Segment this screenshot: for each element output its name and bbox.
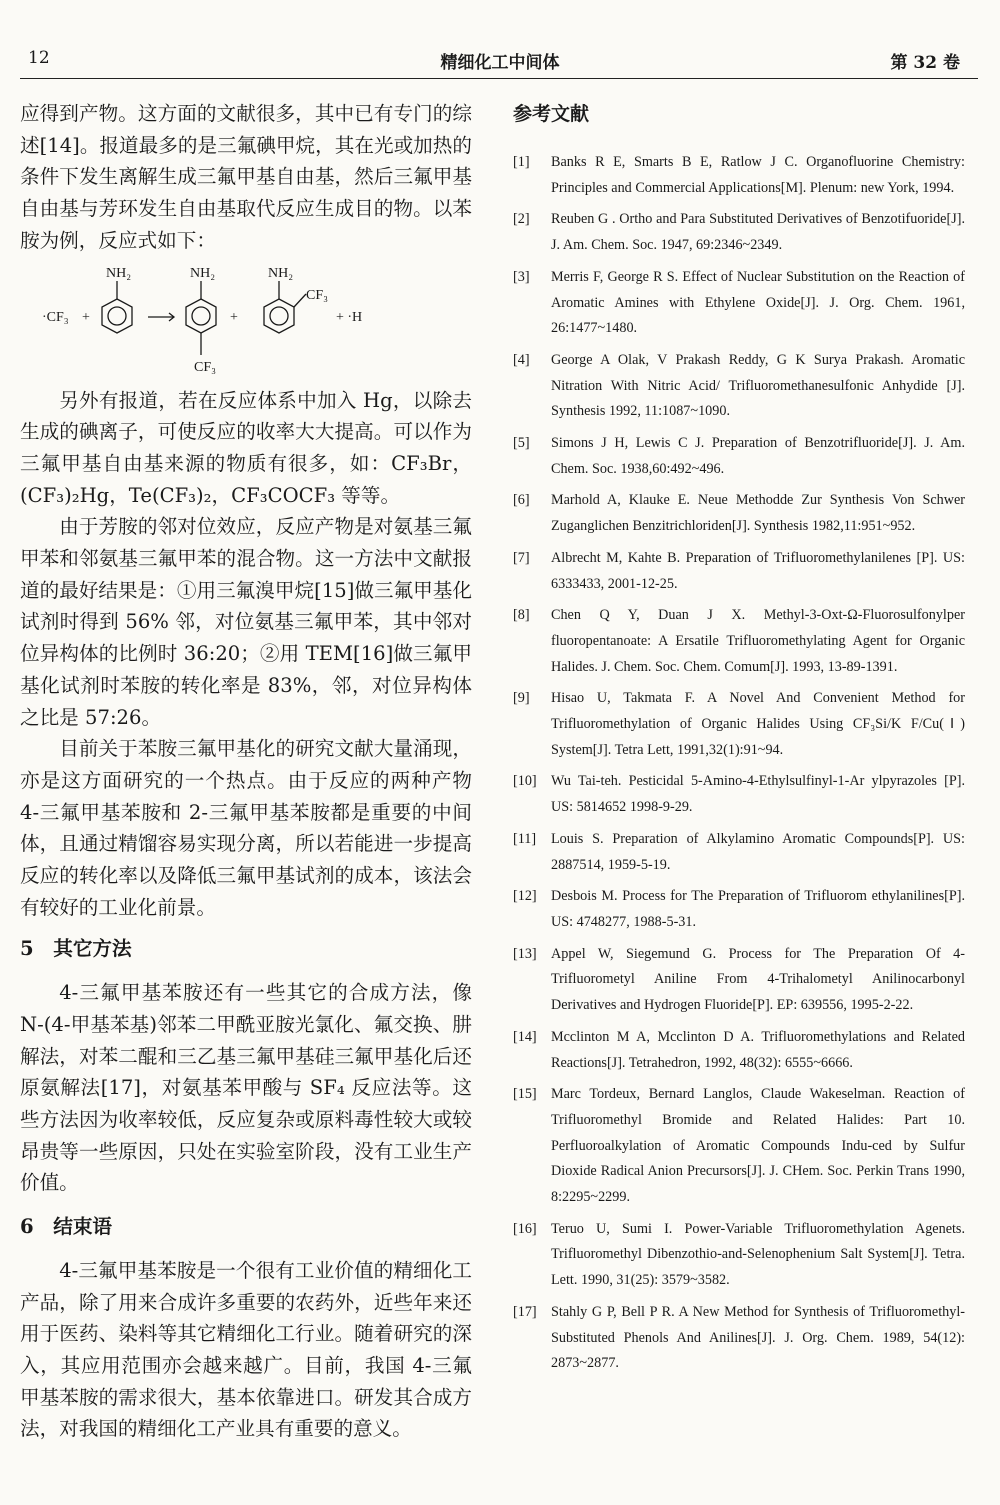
- plus-sign: +: [82, 309, 90, 325]
- reference-number: [17]: [513, 1303, 537, 1320]
- cf3-radical-label: ·CF₃: [42, 309, 69, 325]
- reference-text: Merris F, George R S. Effect of Nuclear Substitution on the Reaction of Aromatic Amines with Ethylene Oxide[J]. J. Org. Chem. 1961, 26:1477~1480.: [551, 268, 965, 337]
- nh2-label-1: NH₂: [106, 265, 132, 281]
- reference-number: [10]: [513, 773, 537, 790]
- reference-number: [5]: [513, 435, 530, 452]
- reference-number: [8]: [513, 607, 530, 624]
- reference-number: [16]: [513, 1220, 537, 1237]
- reference-number: [11]: [513, 830, 537, 847]
- plus-sign-2: +: [230, 309, 238, 325]
- reference-item: [513, 207, 965, 258]
- reference-item: [513, 1025, 965, 1076]
- reference-text: Mcclinton M A, Mcclinton D A. Trifluoromethylations and Related Reactions[J]. Tetrahedron, 1992, 48(32): 6555~6666.: [551, 1028, 965, 1071]
- benzene-ring-3: [264, 299, 294, 333]
- reference-item: [513, 1217, 965, 1294]
- reference-item: [513, 827, 965, 878]
- page-number: 12: [28, 48, 50, 68]
- reference-item: [513, 265, 965, 342]
- reference-number: [15]: [513, 1086, 537, 1103]
- reference-item: [513, 488, 965, 539]
- reference-text: Hisao U, Takmata F. A Novel And Convenient Method for Trifluoromethylation of Organic Halides Using CF₃Si/K F/Cu(Ⅰ) System[J]. Tetra Lett, 1991,32(1):91~94.: [551, 690, 965, 758]
- reference-item: [513, 1082, 965, 1211]
- reference-text: Desbois M. Process for The Preparation of Trifluorom ethylanilines[P]. US: 4748277, 1988-5-31.: [551, 888, 965, 930]
- reference-item: [513, 431, 965, 482]
- reference-item: [513, 686, 965, 763]
- reference-number: [6]: [513, 492, 530, 509]
- references-title: 参考文献: [513, 103, 590, 125]
- paragraph-1: 应得到产物。这方面的文献很多，其中已有专门的综述[14]。报道最多的是三氟碘甲烷，其在光或加热的条件下发生离解生成三氟甲基自由基，然后三氟甲基自由基与芳环发生自由基取代反应生成目的物。以苯胺为例，反应式如下：: [20, 102, 472, 252]
- cf3-ortho-label: CF₃: [306, 287, 329, 303]
- reference-text: Banks R E, Smarts B E, Ratlow J C. Organofluorine Chemistry: Principles and Commercial Applications[M]. Plenum: new York, 1994.: [551, 154, 965, 196]
- reference-item: [513, 603, 965, 680]
- cf3-para-label: CF₃: [194, 359, 217, 375]
- reference-text: Reuben G . Ortho and Para Substituted Derivatives of Benzotifuoride[J]. J. Am. Chem. Soc. 1947, 69:2346~2349.: [551, 211, 965, 254]
- nh2-label-2: NH₂: [190, 265, 216, 281]
- reference-item: [513, 1300, 965, 1377]
- volume-label: 第 32 卷: [890, 53, 960, 73]
- benzene-ring-2: [186, 299, 216, 333]
- reference-text: Appel W, Siegemund G. Process for The Preparation Of 4-Trifluorometyl Aniline From 4-Trihalometyl Anilinocarbonyl Derivatives and Hydrogen Fluoride[P]. EP: 639556, 1995-2-22.: [551, 945, 965, 1014]
- reference-number: [1]: [513, 154, 530, 170]
- reference-item: [513, 769, 965, 820]
- reference-item: [513, 942, 965, 1019]
- reference-text: Chen Q Y, Duan J X. Methyl-3-Oxt-Ω-Fluorosulfonylper fluoropentanoate: A Ersatile Trifluoromethylating Agent for Organic Halides. J. Chem. Soc. Chem. Comum[J]. 1993, 13-89-1391.: [551, 607, 965, 675]
- benzene-ring-1: [102, 299, 132, 333]
- reference-item: [513, 546, 965, 597]
- reference-number: [12]: [513, 888, 537, 905]
- reference-text: Simons J H, Lewis C J. Preparation of Benzotrifluoride[J]. J. Am. Chem. Soc. 1938,60:492~496.: [551, 435, 965, 477]
- section-5-heading: 5 其它方法: [20, 937, 132, 961]
- left-column: [20, 98, 472, 1445]
- reference-number: [14]: [513, 1028, 537, 1045]
- reference-text: Marhold A, Klauke E. Neue Methodde Zur Synthesis Von Schwer Zuganglichen Benzitrichloriden[J]. Synthesis 1982,11:951~952.: [551, 492, 965, 535]
- journal-title: 精细化工中间体: [440, 53, 560, 73]
- h-radical-label: + ·H: [336, 309, 363, 325]
- reference-number: [13]: [513, 945, 537, 962]
- reference-number: [4]: [513, 351, 530, 368]
- reference-text: Teruo U, Sumi I. Power-Variable Trifluoromethylation Agenets. Trifluoromethyl Dibenzothio-and-Selenophenium Salt System[J]. Tetra. Lett. 1990, 31(25): 3579~3582.: [551, 1220, 965, 1289]
- section-6-heading: 6 结束语: [20, 1215, 113, 1239]
- reference-number: [2]: [513, 211, 530, 228]
- header-rule: [20, 78, 978, 79]
- reference-item: [513, 348, 965, 425]
- paragraph-5: 4-三氟甲基苯胺还有一些其它的合成方法，像 N-(4-甲基苯基)邻苯二甲酰亚胺光氯化、氟交换、肼解法，对苯二醌和三乙基三氟甲基硅三氟甲基化后还原氨解法[17]，对氨基苯甲酸与 SF₄ 反应法等。这些方法因为收率较低，反应复杂或原料毒性较大或较昂贵等一些原因，只处在实验室阶段，没有工业生产价值。: [20, 981, 472, 1195]
- reference-text: Albrecht M, Kahte B. Preparation of Trifluoromethylanilenes [P]. US: 6333433, 2001-12-25.: [551, 549, 965, 592]
- paragraph-6: 4-三氟甲基苯胺是一个很有工业价值的精细化工产品，除了用来合成许多重要的农药外，近些年来还用于医药、染料等其它精细化工行业。随着研究的深入，其应用范围亦会越来越广。目前，我国 4-三氟甲基苯胺的需求很大，基本依靠进口。研发其合成方法，对我国的精细化工产业具有重要的意义。: [20, 1258, 472, 1441]
- reference-item: [513, 150, 965, 201]
- reference-number: [9]: [513, 690, 530, 707]
- reference-text: Louis S. Preparation of Alkylamino Aromatic Compounds[P]. US: 2887514, 1959-5-19.: [551, 830, 965, 873]
- reference-text: George A Olak, V Prakash Reddy, G K Surya Prakash. Aromatic Nitration With Nitric Acid/ Trifluoromethanesulfonic Anhydide [J]. Synthesis 1992, 11:1087~1090.: [551, 351, 965, 420]
- reference-number: [7]: [513, 549, 530, 566]
- reaction-scheme: [20, 259, 472, 379]
- reference-text: Stahly G P, Bell P R. A New Method for Synthesis of Trifluoromethyl-Substituted Phenols And Anilines[J]. J. Org. Chem. 1989, 54(12): 2873~2877.: [551, 1303, 965, 1372]
- reference-text: Wu Tai-teh. Pesticidal 5-Amino-4-Ethylsulfinyl-1-Ar ylpyrazoles [P]. US: 5814652 1998-9-29.: [551, 773, 965, 816]
- reference-list: [513, 150, 965, 1377]
- references-column: [513, 98, 965, 1383]
- reference-item: [513, 884, 965, 935]
- paragraph-4: 目前关于苯胺三氟甲基化的研究文献大量涌现，亦是这方面研究的一个热点。由于反应的两种产物 4-三氟甲基苯胺和 2-三氟甲基苯胺都是重要的中间体，且通过精馏容易实现分离，所以若能进一步提高反应的转化率以及降低三氟甲基试剂的成本，该法会有较好的工业化前景。: [20, 737, 472, 919]
- paragraph-2: 另外有报道，若在反应体系中加入 Hg，以除去生成的碘离子，可使反应的收率大大提高。可以作为三氟甲基自由基来源的物质有很多，如：CF₃Br，(CF₃)₂Hg，Te(CF₃)₂，CF₃COCF₃ 等等。: [20, 388, 472, 507]
- nh2-label-3: NH₂: [268, 265, 294, 281]
- paragraph-3: 由于芳胺的邻对位效应，反应产物是对氨基三氟甲苯和邻氨基三氟甲苯的混合物。这一方法中文献报道的最好结果是：①用三氟溴甲烷[15]做三氟甲基化试剂时得到 56% 邻，对位氨基三氟甲苯，其中邻对位异构体的比例时 36:20；②用 TEM[16]做三氟甲基化试剂时苯胺的转化率是 83%，邻，对位异构体之比是 57:26。: [20, 515, 472, 729]
- reference-number: [3]: [513, 268, 530, 285]
- reaction-scheme-drawing: [20, 259, 472, 379]
- reference-text: Marc Tordeux, Bernard Langlos, Claude Wakeselman. Reaction of Trifluoromethyl Bromide and Related Halides: Part 10. Perfluoroalkylation of Aromatic Compounds Indu-ced by Sulfur Dioxide Radical Anion Precursors[J]. J. CHem. Soc. Perkin Trans 1990, 8:2295~2299.: [551, 1086, 965, 1206]
